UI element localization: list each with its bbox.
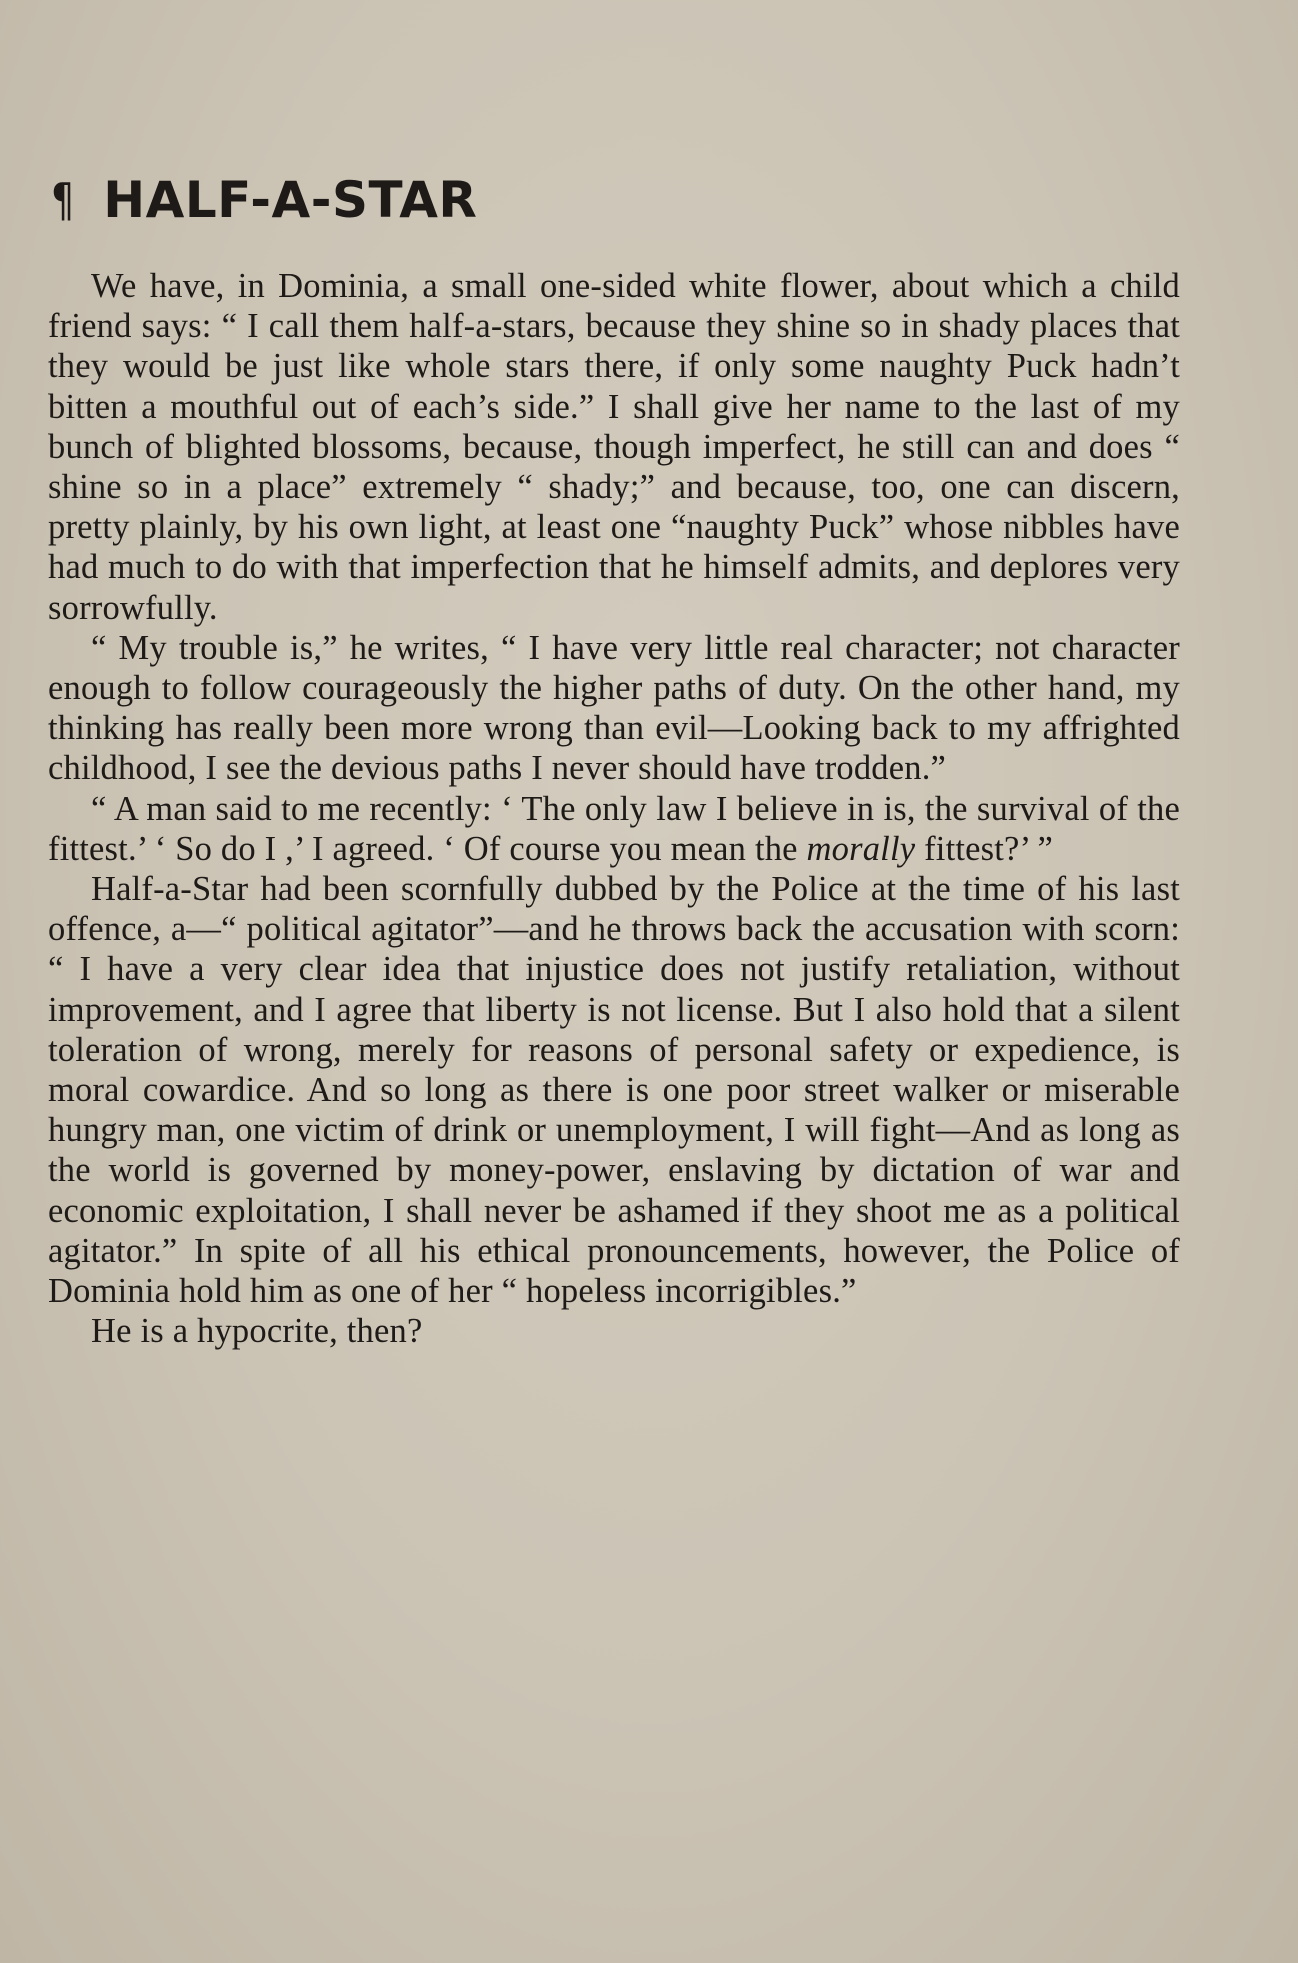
paragraph-3-after: fittest?’ ” — [915, 829, 1054, 868]
paragraph-1: We have, in Dominia, a small one-sided white flower, about which a child friend says: “ I call them half-a-stars, because they shine so in shady places that they would be just like whole stars there, if only some naughty Puck hadn’t bitten a mouthful out of each’s side.” I shall give her name to the last of my bunch of blighted blossoms, because, though imperfect, he still can and does “ shine so in a place” extremely “ shady;” and because, too, one can discern, pretty plainly, by his own light, at least one “naughty Puck” whose nibbles have had much to do with that imperfection that he himself admits, and deplores very sorrowfully. — [48, 267, 1180, 627]
paragraph-4: Half-a-Star had been scornfully dubbed by the Police at the time of his last offence, a—“ political agitator”—and he throws back the accusation with scorn: “ I have a very clear idea that injustice does not justify retaliation, without improvement, and I agree that liberty is not license. But I also hold that a silent toleration of wrong, merely for reasons of personal safety or expedience, is moral cowardice. And so long as there is one poor street walker or miserable hungry man, one victim of drink or unemployment, I will fight—And as long as the world is governed by money-power, enslaving by dictation of war and economic exploitation, I shall never be ashamed if they shoot me as a political agitator.” In spite of all his ethical pronouncements, however, the Police of Dominia hold him as one of her “ hopeless incorrigibles.” — [48, 870, 1180, 1311]
section-heading — [48, 168, 1180, 232]
book-page — [48, 168, 1180, 1351]
body-text — [48, 266, 1180, 1351]
paragraph-3 — [48, 789, 1180, 869]
paragraph-2: “ My trouble is,” he writes, “ I have very little real character; not character enough to follow courageously the higher paths of duty. On the other hand, my thinking has really been more wrong than evil—Looking back to my affrighted childhood, I see the devious paths I never should have trodden.” — [48, 628, 1180, 788]
paragraph-3-before: “ A man said to me recently: ‘ The only law I believe in is, the survival of the fittest.’ ‘ So do I ,’ I agreed. ‘ Of course you mean the — [48, 789, 1180, 868]
paragraph-5: He is a hypocrite, then? — [91, 1312, 423, 1351]
paragraph-3-emphasis: morally — [806, 829, 916, 868]
pilcrow-icon: ¶ — [50, 173, 75, 227]
section-title: HALF-A-STAR — [103, 171, 478, 229]
